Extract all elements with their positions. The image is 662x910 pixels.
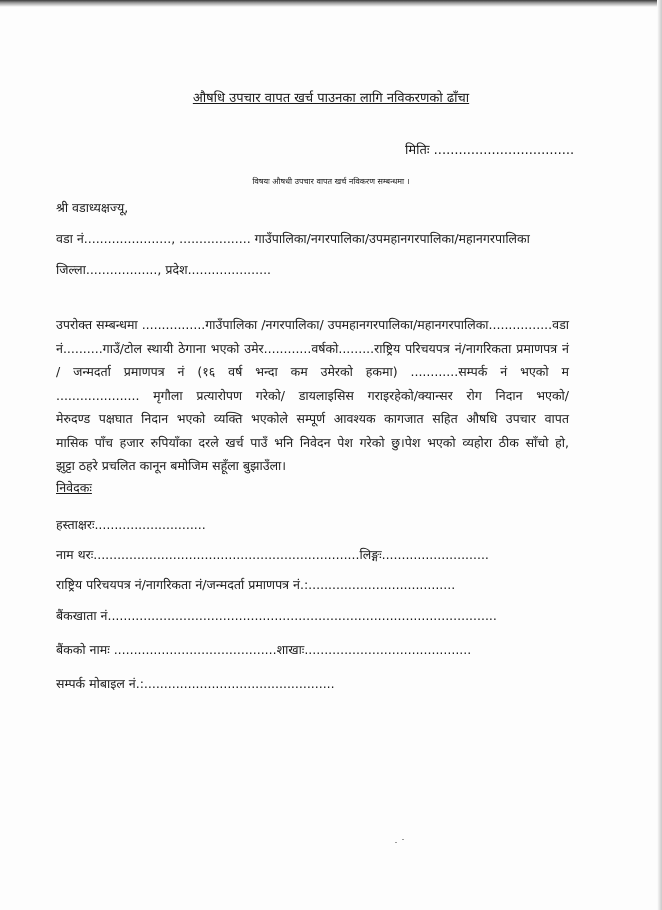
date-line: मितिः .................................. bbox=[405, 143, 575, 158]
district-line: जिल्ला.................., प्रदेश..................... bbox=[56, 262, 272, 277]
body-line: ..................... मृगौला प्रत्यारोपण गरेको/ डायलाइसिस गराइरहेको/क्यान्सर रोग निदान भएको/ bbox=[56, 387, 569, 403]
body-line: मासिक पाँच हजार रुपियाँका दरले खर्च पाउँ भनि निवेदन पेश गरेको छु।पेश भएको व्यहोरा ठीक साँचो हो, bbox=[56, 434, 569, 450]
body-paragraph bbox=[56, 313, 569, 478]
signature-field: हस्ताक्षरः............................ bbox=[56, 517, 206, 532]
applicant-heading: निवेदकः bbox=[56, 480, 92, 495]
body-line: झुट्टा ठहरे प्रचलित कानून बमोजिम सहूँला बुझाउँला। bbox=[56, 458, 287, 473]
id-number-field: राष्ट्रिय परिचयपत्र नं/नागरिकता नं/जन्मदर्ता प्रमाणपत्र नं.:..................................... bbox=[56, 577, 456, 592]
scan-right-edge bbox=[657, 0, 662, 910]
salutation: श्री वडाध्यक्षज्यू, bbox=[56, 200, 129, 215]
ward-line: वडा नं......................, .................. गाउँपालिका/नगरपालिका/उपमहानगरपालिका/महानगरपालिका bbox=[56, 231, 530, 246]
subject-line: विषयः औषधी उपचार वापत खर्च नविकरण सम्बन्धमा । bbox=[252, 177, 410, 186]
bank-account-field: बैंकखाता नं.................................................................................................. bbox=[56, 608, 497, 623]
body-line: मेरुदण्ड पक्षघात निदान भएको व्यक्ति भएकोले सम्पूर्ण आवश्यक कागजात सहित औषधि उपचार वापत bbox=[56, 411, 569, 426]
document-title: औषधि उपचार वापत खर्च पाउनका लागि नविकरणको ढाँचा bbox=[192, 91, 470, 106]
body-line: / जन्मदर्ता प्रमाणपत्र नं (१६ वर्ष भन्दा कम उमेरको हकमा) ............सम्पर्क नं भएको म bbox=[56, 364, 569, 379]
mobile-field: सम्पर्क मोबाइल नं.:................................................ bbox=[56, 676, 335, 691]
scan-top-edge bbox=[0, 0, 662, 7]
scan-speck bbox=[402, 839, 404, 840]
body-line: उपरोक्त सम्बन्धमा ................गाउँपालिका /नगरपालिका/ उपमहानगरपालिका/महानगरपालिका................वडा bbox=[56, 317, 569, 332]
bank-name-branch-field: बैंकको नामः .........................................शाखाः.......................................... bbox=[56, 642, 472, 657]
scan-speck bbox=[395, 842, 397, 843]
body-line: नं..........गाउँ/टोल स्थायी ठेगाना भएको उमेर............वर्षको.........राष्ट्रिय परिचयपत्र नं/नागरिकता प्रमाणपत्र नं bbox=[56, 340, 569, 356]
name-gender-field: नाम थरः...................................................................लिङ्गः........................... bbox=[56, 547, 489, 562]
